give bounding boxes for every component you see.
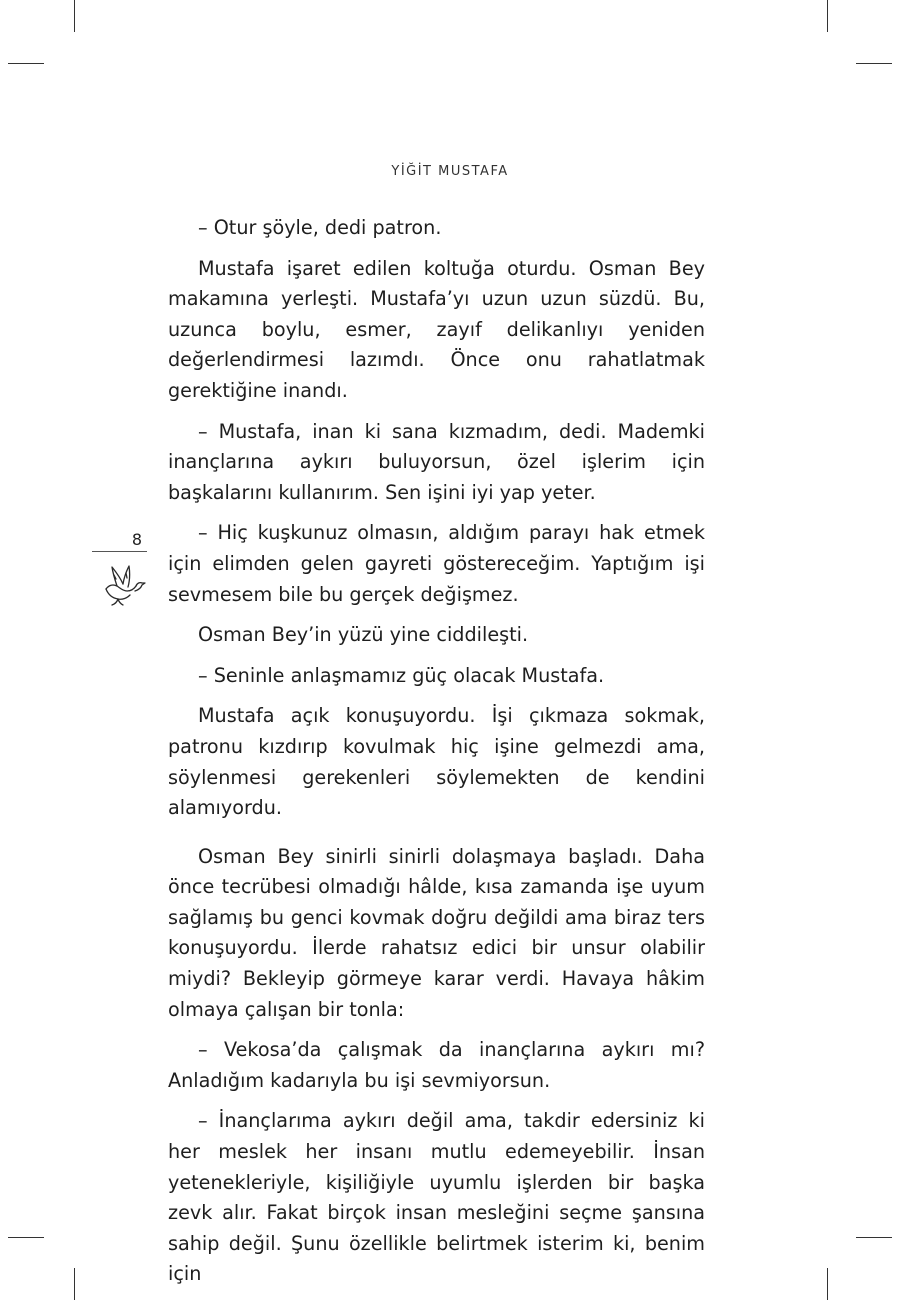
paragraph: – Hiç kuşkunuz olmasın, aldığım parayı hak etmek için elimden gelen gayreti göstereceğim. Yaptığım işi sevmesem bile bu gerçek değişmez. bbox=[168, 521, 705, 606]
paragraph: Osman Bey sinirli sinirli dolaşmaya başladı. Daha önce tecrübesi olmadığı hâlde, kısa zamanda işe uyum sağlamış bu genci kovmak doğru değildi ama biraz ters konuşuyordu. İlerde rahatsız edici bir unsur olabilir miydi? Bekleyip görmeye karar verdi. Havaya hâkim olmaya çalışan bir tonla: bbox=[168, 844, 705, 1021]
crop-mark-top-right bbox=[827, 0, 828, 32]
text-body bbox=[168, 213, 705, 1300]
paragraph: – İnançlarıma aykırı değil ama, takdir edersiniz ki her meslek her insanı mutlu edemeyebilir. İnsan yetenekleriyle, kişiliğiyle uyumlu işlerden bir başka zevk alır. Fakat birçok insan mesleğini seçme şansına sahip değil. Şunu özellikle belirtmek isterim ki, benim için bbox=[168, 1109, 705, 1286]
paragraph: – Seninle anlaşmamız güç olacak Mustafa. bbox=[198, 663, 605, 687]
page-number: 8 bbox=[131, 530, 142, 549]
crop-mark-top-left bbox=[74, 0, 75, 32]
crop-mark-right-bottom bbox=[856, 1237, 892, 1238]
crop-mark-left-top bbox=[8, 63, 44, 64]
paragraph: Osman Bey’in yüzü yine ciddileşti. bbox=[198, 623, 529, 647]
running-title: YİĞİT MUSTAFA bbox=[391, 164, 509, 179]
paragraph: – Otur şöyle, dedi patron. bbox=[198, 216, 442, 239]
paragraph: – Vekosa’da çalışmak da inançlarına aykırı mı? Anladığım kadarıyla bu işi sevmiyorsun. bbox=[168, 1038, 705, 1092]
paragraph: – Mustafa, inan ki sana kızmadım, dedi. Mademki inançlarına aykırı buluyorsun, özel işlerim için başkalarını kullanırım. Sen işini iyi yap yeter. bbox=[168, 419, 705, 504]
folio-rule bbox=[92, 551, 147, 552]
crop-mark-left-bottom bbox=[8, 1237, 44, 1238]
paragraph: Mustafa açık konuşuyordu. İşi çıkmaza sokmak, patronu kızdırıp kovulmak hiç işine gelmezdi ama, söylenmesi gerekenleri söylemekten de kendini alamıyordu. bbox=[168, 704, 705, 820]
crop-mark-bottom-left bbox=[74, 1268, 75, 1300]
paragraph: Mustafa işaret edilen koltuğa oturdu. Osman Bey makamına yerleşti. Mustafa’yı uzun uzun süzdü. Bu, uzunca boylu, esmer, zayıf delikanlıyı yeniden değerlendirmesi lazımdı. Önce onu rahatlatmak gerektiğine inandı. bbox=[168, 256, 705, 402]
dove-icon bbox=[100, 561, 148, 609]
crop-mark-bottom-right bbox=[827, 1268, 828, 1300]
crop-mark-right-top bbox=[856, 63, 892, 64]
